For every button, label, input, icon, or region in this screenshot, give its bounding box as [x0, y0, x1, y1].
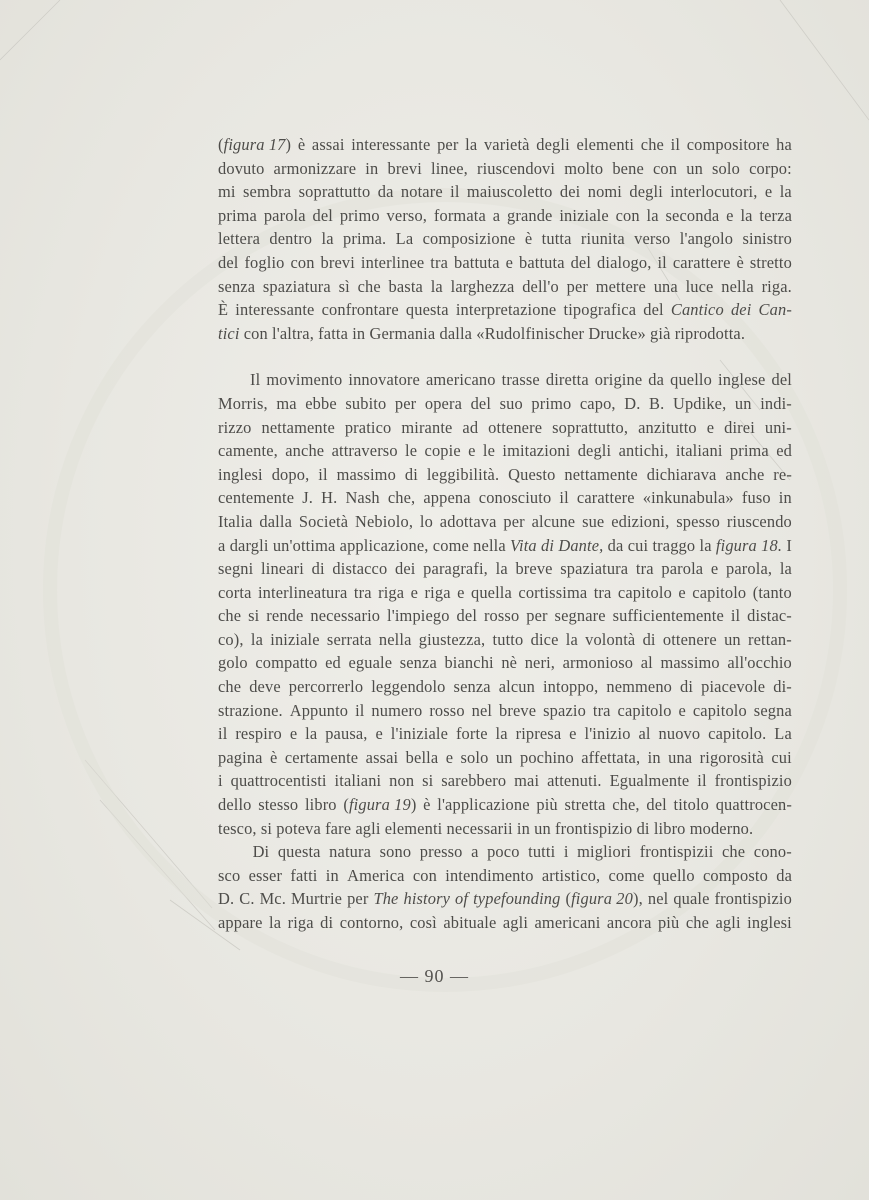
- text-line: tesco, si poteva fare agli elementi necessarii in un frontispizio di libro moderno.: [218, 818, 754, 838]
- text-line: Morris, ma ebbe subito per opera del suo primo capo, D. B. Updike, un indi-: [218, 393, 792, 413]
- paragraph-3: [218, 840, 792, 934]
- text-line: segni lineari di distacco dei paragrafi, la breve spaziatura tra parola e parola, la: [218, 559, 792, 579]
- text-line: inglesi dopo, il massimo di leggibilità. Questo nettamente dichiarava anche re-: [218, 464, 792, 484]
- text-line: tici con l'altra, fatta in Germania dalla «Rudolfinischer Drucke» già riprodotta.: [218, 323, 746, 343]
- text-line: dello stesso libro (figura 19) è l'applicazione più stretta che, del titolo quattrocen-: [218, 795, 792, 815]
- text-line: sco esser fatti in America con intendimento artistico, come quello composto da: [218, 865, 792, 885]
- text-line: del foglio con brevi interlinee tra battuta e battuta del dialogo, il carattere è stretto: [218, 252, 792, 272]
- body-text: [218, 133, 792, 935]
- text-line: camente, anche attraverso le copie e le imitazioni degli antichi, italiani prima ed: [218, 441, 792, 461]
- text-line: strazione. Appunto il numero rosso nel breve spazio tra capitolo e capitolo segna: [218, 700, 792, 720]
- text-line: centemente J. H. Nash che, appena conosciuto il carattere «inkunabula» fuso in: [218, 488, 792, 508]
- decor-diagonal-line: [0, 0, 60, 60]
- text-line: Italia dalla Società Nebiolo, lo adottava per alcune sue edizioni, spesso riuscendo: [218, 511, 792, 531]
- text-line: i quattrocentisti italiani non si sarebbero mai attenuti. Egualmente il frontispizio: [218, 771, 792, 791]
- decor-diagonal-line: [85, 760, 212, 908]
- text-line: a dargli un'ottima applicazione, come nella Vita di Dante, da cui traggo la figura 18. I: [218, 535, 792, 555]
- text-line: Il movimento innovatore americano trasse diretta origine da quello inglese del: [250, 370, 792, 390]
- text-line: corta interlineatura tra riga e riga e quella cortissima tra capitolo e capitolo (tanto: [218, 582, 792, 602]
- paragraph-2: [218, 368, 792, 840]
- text-line: prima parola del primo verso, formata a grande iniziale con la seconda e la terza: [218, 205, 792, 225]
- text-line: (figura 17) è assai interessante per la varietà degli elementi che il compositore ha: [218, 135, 792, 154]
- text-line: mi sembra soprattutto da notare il maiuscoletto dei nomi degli interlocutori, e la: [218, 182, 792, 202]
- text-line: dovuto armonizzare in brevi linee, riuscendovi molto bene con un solo corpo:: [218, 158, 792, 178]
- decor-diagonal-line: [780, 0, 869, 120]
- text-line: il respiro e la pausa, e l'iniziale forte la ripresa e l'inizio al nuovo capitolo. La: [218, 724, 792, 744]
- text-line: Di questa natura sono presso a poco tutti i migliori frontispizii che cono-: [252, 842, 792, 862]
- text-line: che si rende necessario l'impiego del rosso per segnare sufficientemente il distac-: [218, 606, 792, 626]
- text-line: che deve percorrerlo leggendolo senza alcun intoppo, nemmeno di piacevole di-: [218, 677, 792, 697]
- decor-diagonal-line: [100, 800, 215, 930]
- page-number: — 90 —: [400, 966, 469, 986]
- text-line: D. C. Mc. Murtrie per The history of typefounding (figura 20), nel quale frontispizio: [218, 889, 792, 909]
- text-line: golo compatto ed eguale senza bianchi nè neri, armonioso al massimo all'occhio: [218, 653, 792, 673]
- text-line: co), la iniziale serrata nella giustezza, tutto dice la volontà di ottenere un rettan-: [218, 629, 792, 649]
- paragraph-1: [218, 133, 792, 345]
- text-line: appare la riga di contorno, così abituale agli americani ancora più che agli inglesi: [218, 913, 792, 932]
- text-line: rizzo nettamente pratico mirante ad ottenere soprattutto, anzitutto e direi uni-: [218, 417, 792, 437]
- text-line: pagina è certamente assai bella e solo un pochino affettata, in una rigorosità cui: [218, 747, 792, 767]
- text-line: lettera dentro la prima. La composizione è tutta riunita verso l'angolo sinistro: [218, 229, 792, 249]
- text-line: È interessante confrontare questa interpretazione tipografica del Cantico dei Can-: [218, 300, 792, 320]
- text-line: senza spaziatura sì che basta la larghezza dell'o per mettere una luce nella riga.: [218, 276, 792, 296]
